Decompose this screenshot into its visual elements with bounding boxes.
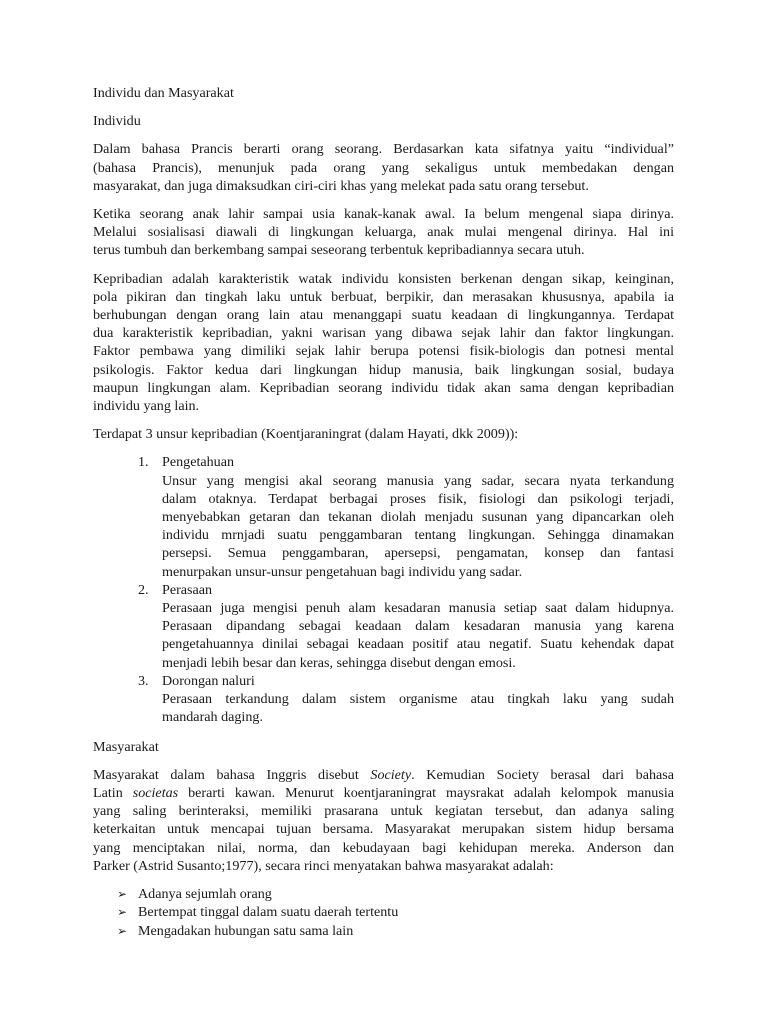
list-intro [93,425,674,443]
bullet-text: Mengadakan hubungan satu sama lain [138,922,354,939]
list-intro-text: Terdapat 3 unsur kepribadian (Koentjaraningrat (dalam Hayati, dkk 2009)): [93,426,519,443]
list-item-title: Pengetahuan [162,454,235,471]
paragraph-line: masyarakat, dan juga dimaksudkan ciri-ciri khas yang melekat pada satu orang tersebut. [93,177,589,194]
list-item-line: Perasaan terkandung dalam sistem organisme atau tingkah laku yang sudah [162,691,674,708]
section-heading-text: Masyarakat [93,738,159,755]
document-title [93,84,674,102]
paragraph-line: Dalam bahasa Prancis berarti orang seorang. Berdasarkan kata sifatnya yaitu “individual” [93,141,674,158]
list-item-line: individu mrnjadi suatu penggambaran tentang lingkungan. Sehingga dinamakan [162,527,674,544]
paragraph-line: individu yang lain. [93,398,200,415]
bullet-text: Bertempat tinggal dalam suatu daerah tertentu [138,904,399,921]
bullet-item [93,903,674,921]
list-number: 1. [138,454,149,471]
arrow-bullet-icon: ➢ [117,923,128,938]
bullet-text: Adanya sejumlah orang [138,885,272,902]
bullet-item [93,922,674,940]
section-heading-individu [93,112,674,130]
paragraph-line: berhubungan dengan orang lain atau menanggapi suatu keadaan di lingkungannya. Terdapat [93,307,674,324]
paragraph-line: maupun lingkungan alam. Kepribadian seorang individu tidak akan sama dengan kepribadian [93,379,674,396]
list-item-line: mandarah daging. [162,709,263,726]
list-item-line: dalam otaknya. Terdapat berbagai proses fisik, fisiologi dan psikologi terjadi, [162,490,674,507]
paragraph-line: Melalui sosialisasi diawali di lingkungan keluarga, anak mulai mengenal dirinya. Hal ini [93,224,674,241]
list-item-title: Perasaan [162,581,213,598]
paragraph-line: (bahasa Prancis), menunjuk pada orang yang sekaligus untuk membedakan dengan [93,159,674,176]
arrow-bullet-icon: ➢ [117,886,128,901]
title-text: Individu dan Masyarakat [93,85,234,101]
list-item-line: menyebabkan getaran dan tekanan diolah menjadu susunan yang dipancarkan oleh [162,509,674,526]
paragraph-line: yang saling berinteraksi, memiliki prasarana untuk kegiatan tersebut, dan adanya saling [93,803,674,820]
bullet-item [93,885,674,903]
arrow-bullet-icon: ➢ [117,905,128,920]
text-run: berarti kawan. Menurut koentjaraningrat maysrakat adalah kelompok manusia [178,784,674,801]
paragraph-3 [93,270,674,416]
list-item [93,453,674,580]
paragraph-line: terus tumbuh dan berkembang sampai seseorang terbentuk kepribadiannya secara utuh. [93,242,585,259]
paragraph-line [93,766,674,784]
list-item-line: Unsur yang mengisi akal seorang manusia yang sadar, secara nyata terkandung [162,472,674,489]
italic-term: societas [132,784,179,801]
list-item-line: persepsi. Semua penggambaran, apersepsi, pengamatan, konsep dan fantasi [162,545,674,562]
italic-term: Society [370,766,412,783]
list-item-line: Perasaan juga mengisi penuh alam kesadaran manusia setiap saat dalam hidupnya. [162,600,674,617]
list-item-line: Perasaan dipandang sebagai keadaan dalam kesadaran manusia yang karena [162,618,674,635]
list-item [93,581,674,672]
paragraph-line: psikologis. Faktor kedua dari lingkungan hidup manusia, baik lingkungan sosial, budaya [93,361,674,378]
text-run: Masyarakat dalam bahasa Inggris disebut [93,766,371,783]
paragraph-line: Ketika seorang anak lahir sampai usia kanak-kanak awal. Ia belum mengenal siapa dirinya. [93,206,674,223]
paragraph-line: keterkaitan untuk mencapai tujuan bersama. Masyarakat merupakan sistem hidup bersama [93,821,674,838]
paragraph-line: Faktor pembawa yang dimiliki sejak lahir berupa potensi fisik-biologis dan potnesi mental [93,343,674,360]
paragraph-line: Kepribadian adalah karakteristik watak individu konsisten berkenan dengan sikap, keinginan, [93,270,674,287]
paragraph-line: pola pikiran dan tingkah laku untuk berbuat, berpikir, dan merasakan khususnya, apabila ia [93,288,674,305]
section-heading-masyarakat [93,738,674,756]
bullet-list [93,885,674,940]
paragraph-4 [93,766,674,875]
paragraph-2 [93,205,674,260]
list-item-title: Dorongan naluri [162,672,255,689]
list-item-line: menjadi lebih besar dan keras, sehingga disebut dengan emosi. [162,654,516,671]
text-run: Latin [93,784,133,801]
list-number: 2. [138,581,149,598]
list-item-line: pengetahuannya dinilai sebagai keadaan positif atau negatif. Suatu kehendak dapat [162,636,674,653]
section-heading-text: Individu [93,113,141,130]
text-run: . Kemudian Society berasal dari bahasa [411,766,674,783]
paragraph-1 [93,140,674,195]
list-item [93,672,674,727]
numbered-list [93,453,674,726]
list-item-line: menurpakan unsur-unsur pengetahuan bagi individu yang sadar. [162,563,523,580]
list-number: 3. [138,672,149,689]
paragraph-line: Parker (Astrid Susanto;1977), secara rinci menyatakan bahwa masyarakat adalah: [93,857,554,874]
paragraph-line: dua karakteristik kepribadian, yakni warisan yang dibawa sejak lahir dan faktor lingkungan. [93,325,674,342]
paragraph-line: yang menciptakan nilai, norma, dan kebudayaan bagi kehidupan mereka. Anderson dan [93,839,674,856]
paragraph-line [93,784,674,802]
